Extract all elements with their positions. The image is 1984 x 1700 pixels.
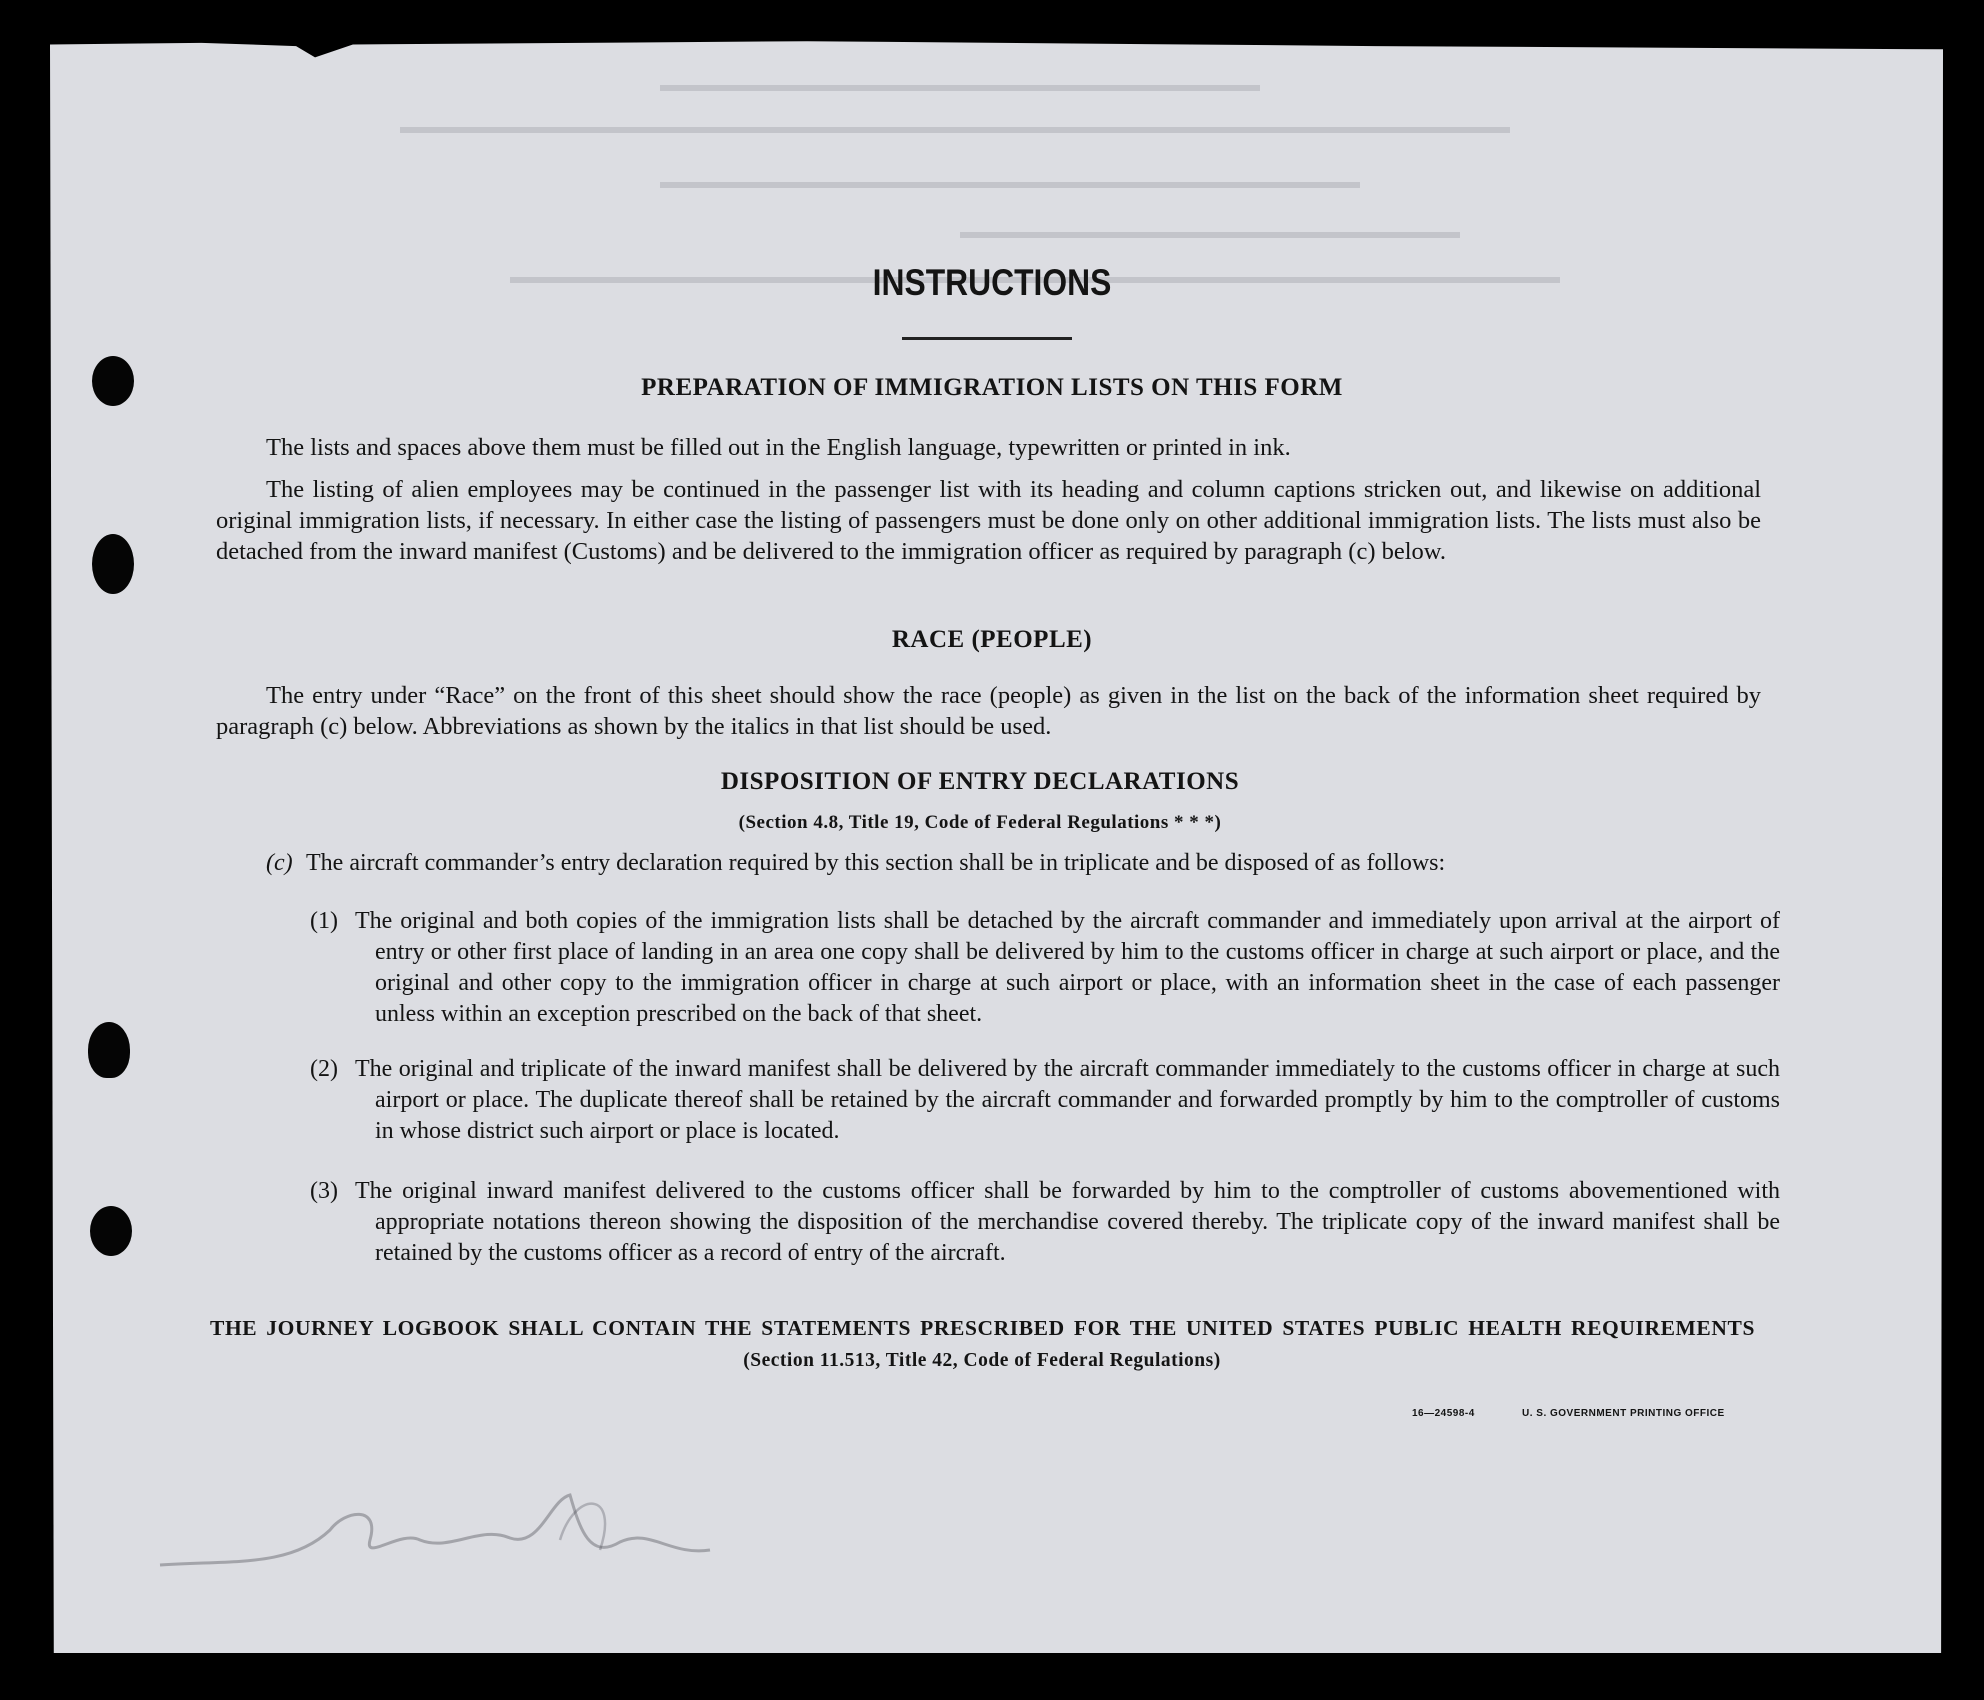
paragraph-race: The entry under “Race” on the front of this sheet should show the race (people) as given in the list on the back of the information sheet required by paragraph (c) below. Abbreviations as shown by the italics in that list should be used.	[216, 682, 1761, 740]
punch-hole	[92, 534, 134, 594]
item-number: (1)	[310, 908, 338, 934]
clause-marker: (c)	[266, 850, 293, 876]
title-underline	[902, 337, 1072, 340]
item-number: (3)	[310, 1178, 338, 1204]
item-text: The original and triplicate of the inward manifest shall be delivered by the aircraft commander immediately to the customs officer in charge at such airport or place. The duplicate thereof shall be retained by the aircraft commander and forwarded promptly by him to the comptroller of customs in whose district such airport or place is located.	[355, 1056, 1780, 1144]
paragraph-language: The lists and spaces above them must be filled out in the English language, typewritten or printed in ink.	[266, 434, 1291, 461]
public-health-statement: THE JOURNEY LOGBOOK SHALL CONTAIN THE STATEMENTS PRESCRIBED FOR THE UNITED STATES PUBLIC HEALTH REQUIREMENTS	[210, 1316, 1755, 1340]
item-text: The original inward manifest delivered to the customs officer shall be forwarded by him to the comptroller of customs abovementioned with appropriate notations thereon showing the disposition of the merchandise covered thereby. The triplicate copy of the inward manifest shall be retained by the customs officer as a record of entry of the aircraft.	[355, 1178, 1780, 1266]
list-item	[310, 906, 1780, 1036]
section-heading-race: RACE (PEOPLE)	[891, 626, 1093, 653]
clause-text: The aircraft commander’s entry declaration required by this section shall be in triplicate and be disposed of as follows:	[306, 850, 1446, 876]
punch-hole	[90, 1206, 132, 1256]
section-heading-disposition: DISPOSITION OF ENTRY DECLARATIONS	[720, 768, 1240, 795]
item-number: (2)	[310, 1056, 338, 1082]
page-title: INSTRUCTIONS	[872, 262, 1112, 303]
printer-imprint: U. S. GOVERNMENT PRINTING OFFICE	[1522, 1408, 1725, 1419]
list-item	[310, 1054, 1780, 1154]
punch-hole	[88, 1022, 130, 1078]
signature	[150, 1470, 730, 1590]
section-heading-preparation: PREPARATION OF IMMIGRATION LISTS ON THIS FORM	[641, 374, 1343, 401]
paragraph-alien-employees: The listing of alien employees may be continued in the passenger list with its heading and column captions stricken out, and likewise on additional original immigration lists, if necessary. In either case the listing of passengers must be done only on other additional immigration lists. The lists must also be detached from the inward manifest (Customs) and be delivered to the immigration officer as required by paragraph (c) below.	[216, 476, 1761, 565]
form-number: 16—24598-4	[1412, 1408, 1475, 1419]
item-text: The original and both copies of the immigration lists shall be detached by the aircraft commander and immediately upon arrival at the airport of entry or other first place of landing in an area one copy shall be delivered by him to the customs officer in charge at such airport or place, and the original and other copy to the immigration officer in charge at such airport or place, with an information sheet in the case of each passenger unless within an exception prescribed on the back of that sheet.	[355, 908, 1780, 1027]
public-health-citation: (Section 11.513, Title 42, Code of Federal Regulations)	[743, 1350, 1221, 1371]
list-item	[310, 1176, 1780, 1276]
section-citation: (Section 4.8, Title 19, Code of Federal Regulations * * *)	[738, 812, 1222, 833]
